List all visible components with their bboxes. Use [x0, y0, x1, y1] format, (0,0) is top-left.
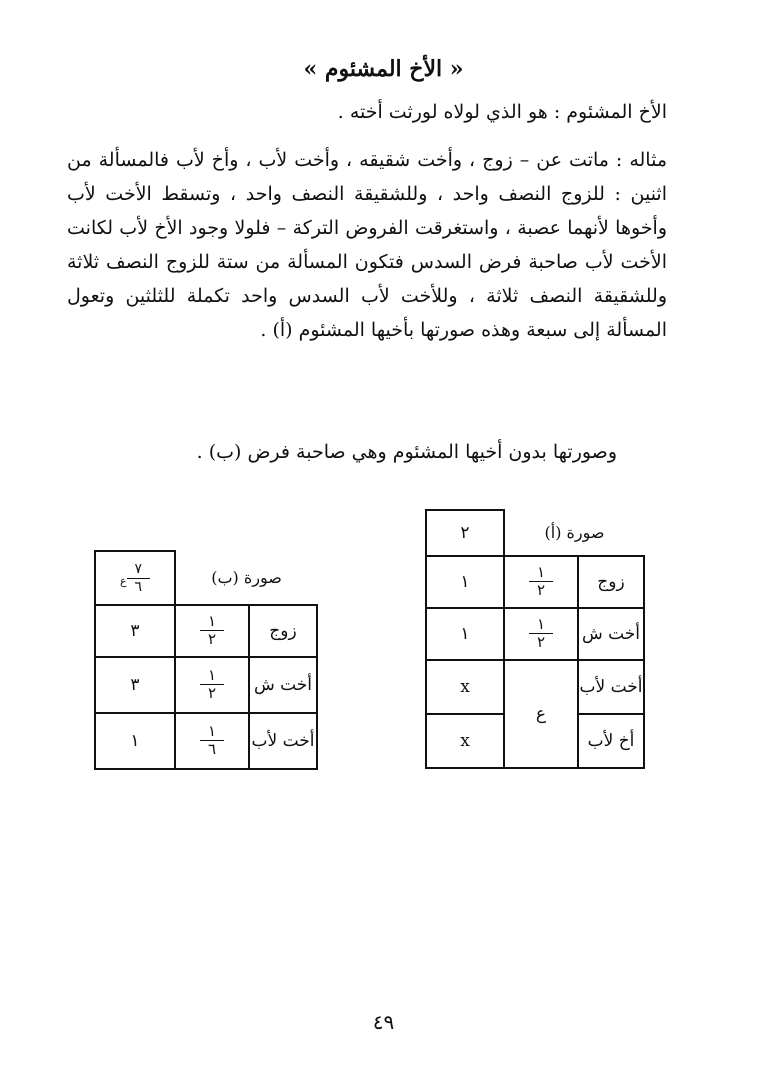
- page-title: « الأخ المشئوم »: [303, 56, 464, 82]
- heir-cell: أخ لأب: [578, 714, 644, 768]
- table-row: [426, 660, 644, 714]
- heir-cell: زوج: [249, 605, 317, 657]
- table-row: [426, 556, 644, 608]
- table-a-caption: صورة (أ): [544, 522, 605, 542]
- table-row: [95, 605, 317, 657]
- base-mark: ع: [119, 573, 127, 587]
- share-cell: ١: [426, 608, 504, 660]
- asaba-cell: ع: [504, 660, 578, 768]
- table-b-caption: صورة (ب): [211, 567, 282, 587]
- fraction-cell: $\frac{١}{٢}$: [504, 556, 578, 608]
- share-cell: x: [426, 714, 504, 768]
- page-number: ٤٩: [372, 1010, 395, 1034]
- table-b-base: $\frac{٧}{٦}$ $^ع$: [95, 551, 175, 605]
- note-text: وصورتها بدون أخيها المشئوم وهي صاحبة فرض (ب) .: [196, 441, 617, 463]
- heir-cell: زوج: [578, 556, 644, 608]
- table-row: [426, 608, 644, 660]
- table-a-base: ٢: [426, 510, 504, 556]
- heir-cell: أخت لأب: [578, 660, 644, 714]
- share-cell: ١: [426, 556, 504, 608]
- share-cell: x: [426, 660, 504, 714]
- table-a: [425, 509, 645, 769]
- fraction-cell: $\frac{١}{٦}$: [175, 713, 249, 769]
- table-b: [94, 550, 318, 770]
- table-row: [95, 713, 317, 769]
- fraction-cell: $\frac{١}{٢}$: [175, 605, 249, 657]
- share-cell: ٣: [95, 657, 175, 713]
- heir-cell: أخت ش: [578, 608, 644, 660]
- table-row: [95, 657, 317, 713]
- share-cell: ٣: [95, 605, 175, 657]
- fraction-cell: $\frac{١}{٢}$: [175, 657, 249, 713]
- share-cell: ١: [95, 713, 175, 769]
- example-paragraph: مثاله : ماتت عن – زوج ، وأخت شقيقه ، وأخت لأب ، وأخ لأب فالمسألة من اثنين : للزوج النصف واحد ، وللشقيقة النصف واحد ، وتسقط الأخت لأب وأخوها لأنهما عصبة ، واستغرقت الفروض التركة – فلولا وجود الأخ لأب لكانت الأخت لأب صاحبة فرض السدس فتكون المسألة من ستة للزوج النصف ثلاثة وللشقيقة النصف ثلاثة ، وللأخت لأب السدس واحد تكملة للثلثين وتعول المسألة إلى سبعة وهذه صورتها بأخيها المشئوم (أ) .: [67, 149, 667, 341]
- definition-text: الأخ المشئوم : هو الذي لولاه لورثت أخته .: [337, 101, 667, 123]
- heir-cell: أخت ش: [249, 657, 317, 713]
- fraction-cell: $\frac{١}{٢}$: [504, 608, 578, 660]
- heir-cell: أخت لأب: [249, 713, 317, 769]
